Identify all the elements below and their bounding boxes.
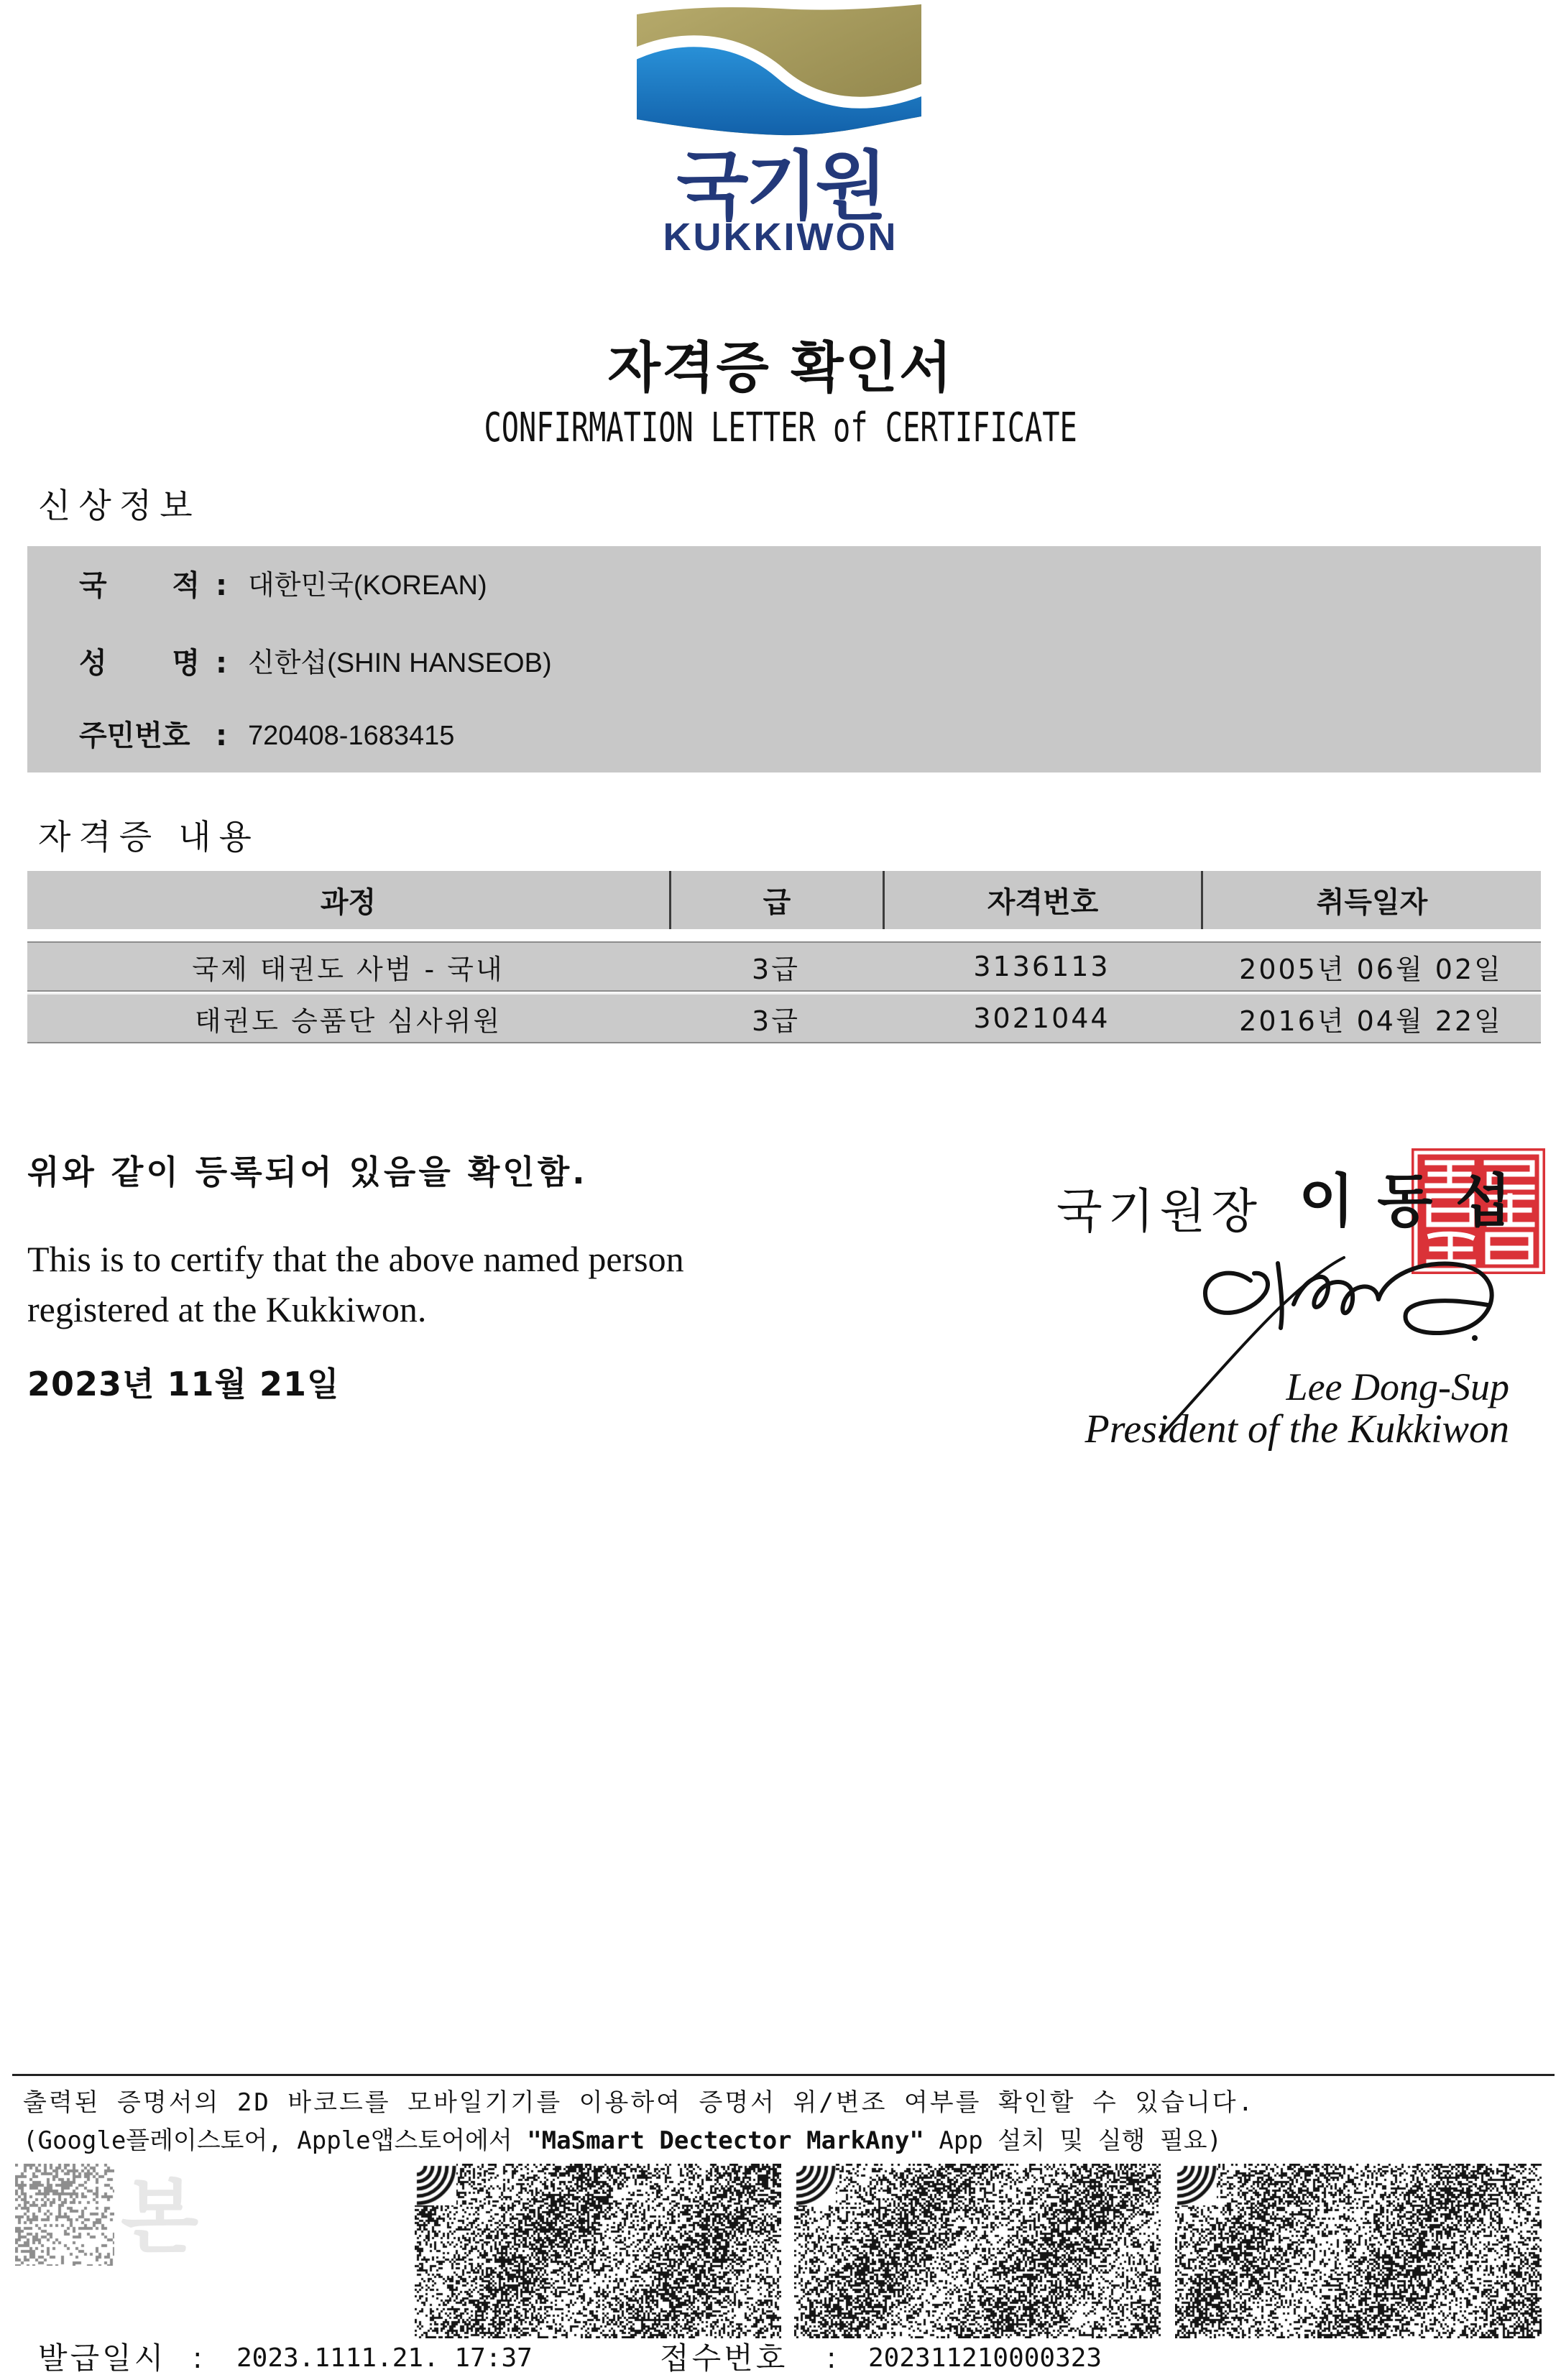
cell-acquired-date: 2005년 06월 02일 [1239, 953, 1503, 985]
info-row-nationality [27, 564, 1541, 607]
info-label: 주민번호 [79, 719, 190, 752]
info-label: 성 명 [79, 647, 200, 680]
personal-info-heading: 신상정보 [38, 486, 201, 526]
column-header-course: 과정 [320, 886, 377, 919]
cell-acquired-date: 2016년 04월 22일 [1239, 1005, 1503, 1037]
cell-course: 국제 태권도 사범 - 국내 [192, 953, 505, 985]
cell-certificate-number: 3021044 [973, 1002, 1110, 1034]
verification-app-notice [23, 2126, 1222, 2155]
confirmation-english-line1: This is to certify that the above named person [27, 1239, 684, 1279]
document-title-english: CONFIRMATION LETTER of CERTIFICATE [484, 405, 1077, 451]
info-label: 국 적 [79, 569, 200, 602]
issued-at-separator: : [193, 2342, 203, 2375]
issue-date: 2023년 11월 21일 [27, 1365, 340, 1403]
info-row-registration-number [27, 714, 1541, 757]
verification-notice: 출력된 증명서의 2D 바코드를 모바일기기를 이용하여 증명서 위/변조 여부를 확인할 수 있습니다. [23, 2088, 1256, 2117]
2d-barcode [415, 2164, 781, 2338]
certificate-details-heading: 자격증 내용 [38, 818, 259, 857]
document-title-korean: 자격증 확인서 [607, 336, 954, 400]
info-separator: : [216, 569, 227, 602]
cell-grade: 3급 [752, 1005, 800, 1037]
app-notice-prefix: (Google플레이스토어, Apple앱스토어에서 [23, 2126, 528, 2155]
app-notice-suffix: App 설치 및 실행 필요) [924, 2126, 1222, 2155]
original-mark-pattern [15, 2164, 114, 2266]
issued-at-value: 2023.1111.21. 17:37 [236, 2343, 533, 2373]
cell-grade: 3급 [752, 953, 800, 985]
table-row [27, 941, 1541, 992]
footer-divider [12, 2074, 1555, 2076]
receipt-number-label: 접수번호 [660, 2340, 788, 2376]
logo-korean-text: 국기원 [676, 142, 885, 230]
info-value: 신한섭(SHIN HANSEOB) [248, 648, 552, 678]
info-separator: : [216, 647, 227, 680]
signatory-title-korean: 국기원장 [1056, 1184, 1263, 1239]
column-header-certificate-number: 자격번호 [883, 871, 1201, 929]
app-name: "MaSmart Dectector MarkAny" [527, 2126, 924, 2155]
kukkiwon-emblem [637, 4, 921, 138]
info-separator: : [216, 719, 227, 752]
document-title-english-line [0, 406, 1561, 460]
personal-info-panel [27, 546, 1541, 772]
info-value: 720408-1683415 [248, 721, 455, 751]
confirmation-korean: 위와 같이 등록되어 있음을 확인함. [27, 1153, 588, 1191]
signatory-name-english: Lee Dong-Sup [1286, 1365, 1509, 1408]
column-header-acquired-date: 취득일자 [1201, 871, 1541, 929]
handwritten-signature [1150, 1236, 1524, 1444]
signatory-title-english: President of the Kukkiwon [1085, 1407, 1509, 1452]
cell-course: 태권도 승품단 심사위원 [194, 1005, 502, 1037]
2d-barcode [794, 2164, 1161, 2338]
signatory-name-korean: 이 동 섭 [1299, 1168, 1513, 1235]
2d-barcode [1175, 2164, 1542, 2338]
column-header-grade: 급 [669, 871, 883, 929]
logo-english-text: KUKKIWON [663, 216, 898, 259]
table-row [27, 993, 1541, 1043]
original-watermark: 본 [121, 2171, 199, 2264]
info-value: 대한민국(KOREAN) [248, 571, 487, 601]
receipt-number-separator: : [826, 2342, 837, 2375]
cell-certificate-number: 3136113 [973, 951, 1110, 982]
confirmation-english-line2: registered at the Kukkiwon. [27, 1289, 427, 1329]
table-header [27, 871, 1541, 929]
issued-at-label: 발급일시 [38, 2340, 167, 2376]
receipt-number-value: 202311210000323 [868, 2343, 1102, 2373]
info-row-name [27, 642, 1541, 685]
